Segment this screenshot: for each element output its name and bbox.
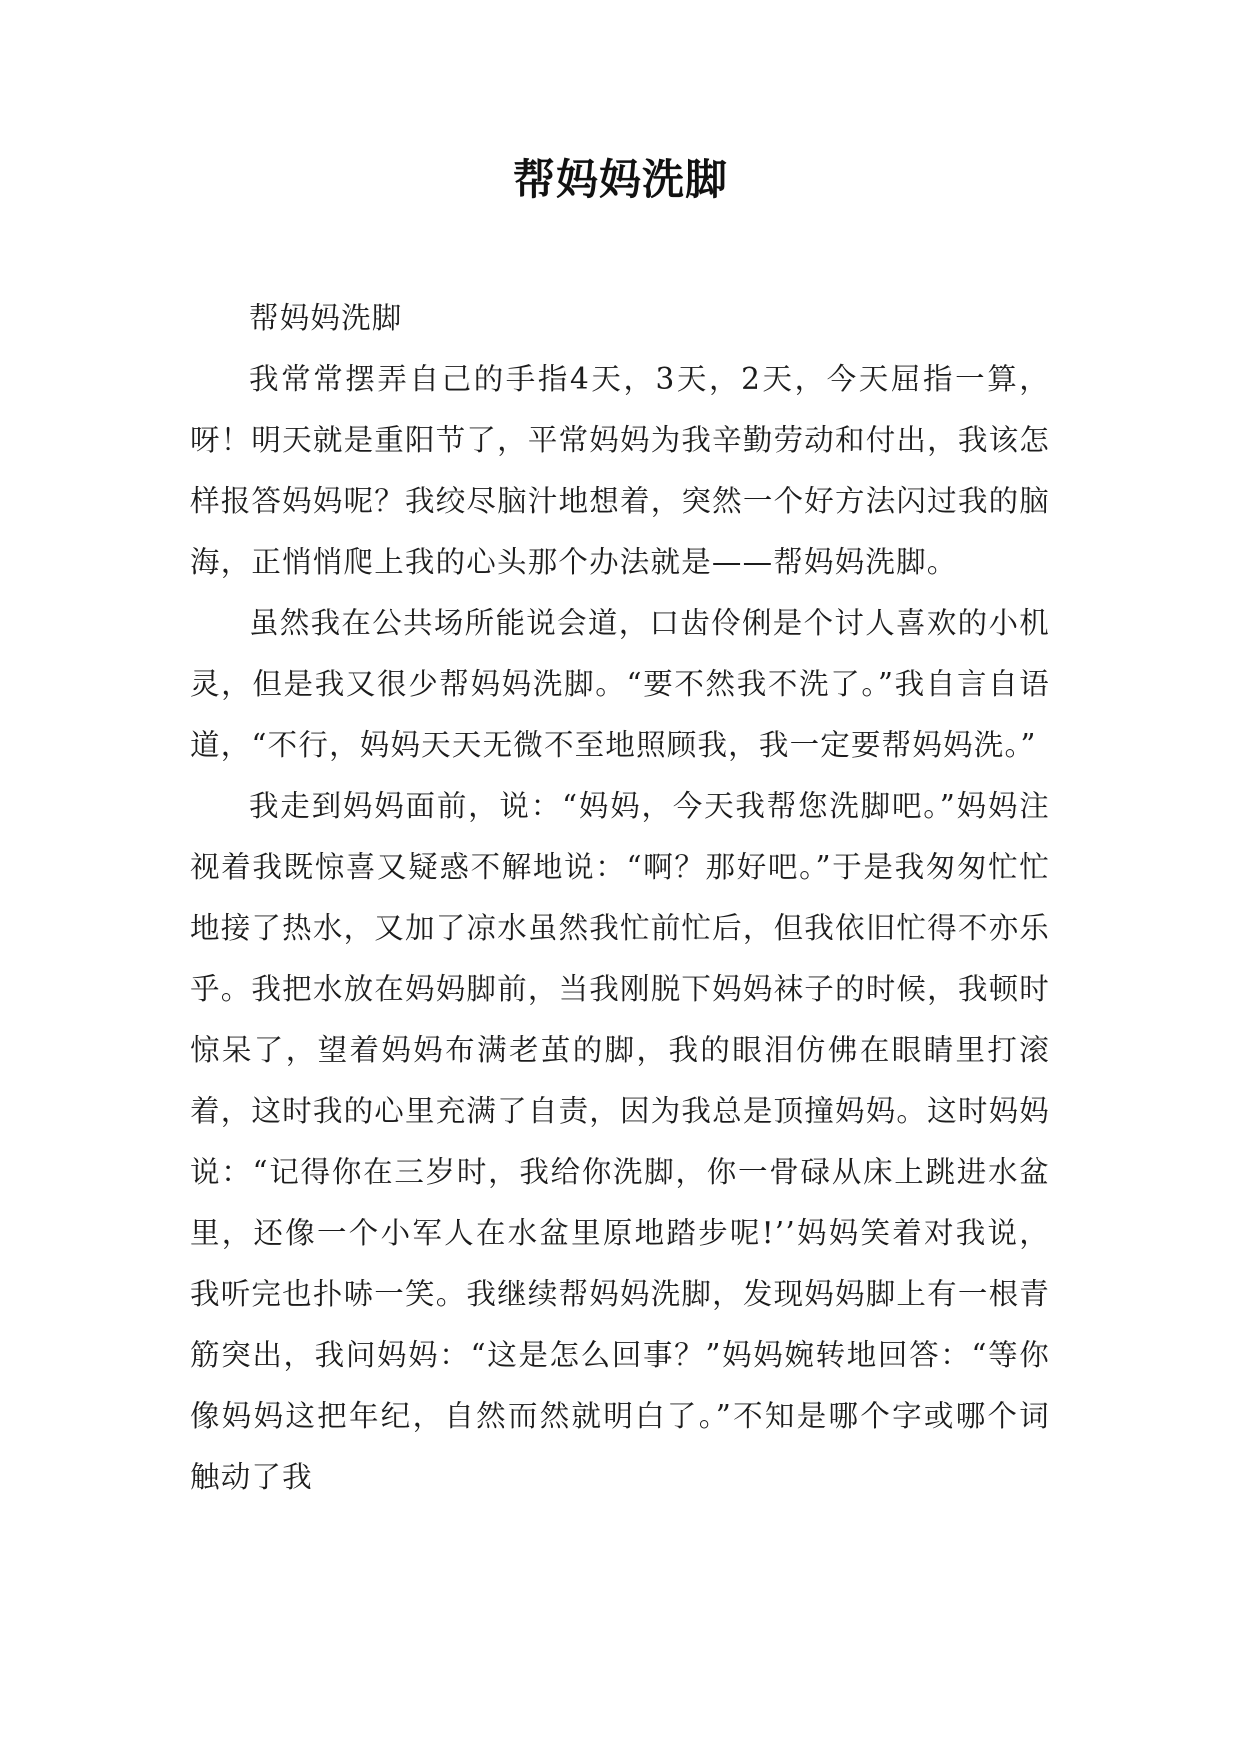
document-body <box>190 288 1050 1508</box>
paragraph: 我常常摆弄自己的手指4天，3天，2天，今天屈指一算，呀！明天就是重阳节了，平常妈妈为我辛勤劳动和付出，我该怎样报答妈妈呢？我绞尽脑汁地想着，突然一个好方法闪过我的脑海，正悄悄爬上我的心头那个办法就是——帮妈妈洗脚。 <box>190 362 1050 579</box>
paragraph-subtitle: 帮妈妈洗脚 <box>249 301 403 335</box>
document-title: 帮妈妈洗脚 <box>512 155 728 204</box>
paragraph: 我走到妈妈面前，说：“妈妈，今天我帮您洗脚吧。”妈妈注视着我既惊喜又疑惑不解地说：“啊？那好吧。”于是我匆匆忙忙地接了热水，又加了凉水虽然我忙前忙后，但我依旧忙得不亦乐乎。我把水放在妈妈脚前，当我刚脱下妈妈袜子的时候，我顿时惊呆了，望着妈妈布满老茧的脚，我的眼泪仿佛在眼睛里打滚着，这时我的心里充满了自责，因为我总是顶撞妈妈。这时妈妈说：“记得你在三岁时，我给你洗脚，你一骨碌从床上跳进水盆里，还像一个小军人在水盆里原地踏步呢!’’妈妈笑着对我说，我听完也扑哧一笑。我继续帮妈妈洗脚，发现妈妈脚上有一根青筋突出，我问妈妈：“这是怎么回事？”妈妈婉转地回答：“等你像妈妈这把年纪，自然而然就明白了。”不知是哪个字或哪个词触动了我 <box>190 789 1050 1494</box>
paragraph: 虽然我在公共场所能说会道，口齿伶俐是个讨人喜欢的小机灵，但是我又很少帮妈妈洗脚。“要不然我不洗了。”我自言自语道，“不行，妈妈天天无微不至地照顾我，我一定要帮妈妈洗。” <box>190 606 1050 762</box>
